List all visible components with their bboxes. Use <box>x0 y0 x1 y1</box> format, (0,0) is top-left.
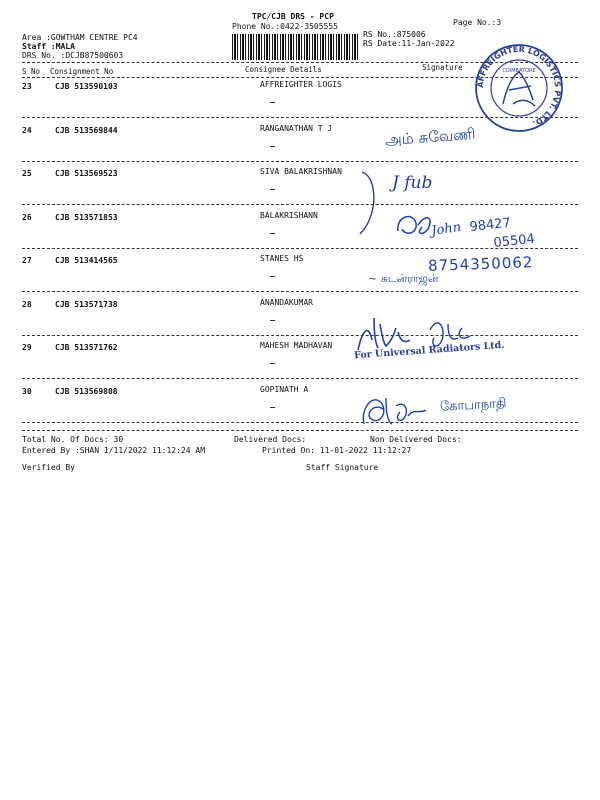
row-sno: 23 <box>22 82 32 91</box>
row-dash-mark <box>270 146 275 147</box>
row-consignment-number: CJB 513590103 <box>55 82 118 91</box>
row-divider <box>22 291 578 292</box>
verified-by: Verified By <box>22 463 75 472</box>
company-round-stamp <box>473 42 565 134</box>
row-consignee-name: AFFREIGHTER LOGIS <box>260 80 342 89</box>
drs-number: DRS No. :DCJB87500603 <box>22 51 124 60</box>
row-dash-mark <box>270 276 275 277</box>
page-number: Page No.:3 <box>453 18 502 27</box>
row-sno: 24 <box>22 125 32 135</box>
row-sno: 27 <box>22 256 32 265</box>
row-dash-mark <box>270 233 275 234</box>
area-label: Area :GOWTHAM CENTRE PC4 <box>22 33 138 42</box>
row-sno: 28 <box>22 299 32 309</box>
row-dash-mark <box>270 363 275 364</box>
column-consignment: Consignment No <box>50 67 114 76</box>
non-delivered-docs: Non Delivered Docs: <box>370 435 462 444</box>
column-signature: Signature <box>422 63 463 72</box>
entered-by: Entered By :SHAN 1/11/2022 11:12:24 AM <box>22 446 206 455</box>
row-dash-mark <box>270 407 275 408</box>
signature-row-26-name: John <box>430 219 463 239</box>
row-consignment-number: CJB 513571738 <box>55 299 118 309</box>
row-sno: 25 <box>22 169 32 178</box>
row-divider <box>22 422 578 423</box>
row-consignee-name: RANGANATHAN T J <box>260 123 333 133</box>
row-consignment-number: CJB 513569844 <box>55 125 118 135</box>
row-consignee-name: GOPINATH A <box>260 384 309 394</box>
row-sno: 29 <box>22 343 32 352</box>
stamp-city: COIMBATORE <box>502 68 536 74</box>
row-consignment-number: CJB 513569523 <box>55 169 118 178</box>
rs-number: RS No.:875006 <box>363 30 426 39</box>
signature-row-26-number-2: 05504 <box>492 231 536 251</box>
signature-row-30 <box>356 388 436 432</box>
row-consignment-number: CJB 513571762 <box>55 343 118 352</box>
row-dash-mark <box>270 320 275 321</box>
row-consignee-name: SIVA BALAKRISHNAN <box>260 167 342 176</box>
row-sno: 30 <box>22 386 32 396</box>
row-consignee-name: ANANDAKUMAR <box>260 297 313 307</box>
barcode <box>232 34 360 60</box>
row-consignment-number: CJB 513569808 <box>55 386 118 396</box>
row-sno: 26 <box>22 212 32 222</box>
staff-label: Staff :MALA <box>22 42 75 51</box>
column-sno: S No <box>22 67 41 76</box>
row-consignment-number: CJB 513414565 <box>55 256 118 265</box>
signature-row-24: அம் சுவேணி <box>384 124 477 150</box>
signature-row-27-number: 8754350062 <box>427 253 534 275</box>
delivered-docs: Delivered Docs: <box>234 435 307 444</box>
stamp-ring-text: AFFREIGHTER LOGISTICS PVT. LTD. <box>475 44 563 129</box>
company-stamp-row-29: For Universal Radiators Ltd. <box>353 339 505 362</box>
row-dash-mark <box>270 102 275 103</box>
rs-date: RS Date:11-Jan-2022 <box>363 39 455 48</box>
row-consignee-name: MAHESH MADHAVAN <box>260 341 333 350</box>
phone-number: Phone No.:0422-3505555 <box>232 22 338 31</box>
staff-signature: Staff Signature <box>306 463 379 472</box>
signature-row-27-name: ~ சுடன்ராஜன் <box>368 272 439 285</box>
row-dash-mark <box>270 189 275 190</box>
signature-row-26-number-1: 98427 <box>468 215 512 235</box>
row-divider <box>22 378 578 379</box>
column-consignee: Consignee Details <box>245 65 322 74</box>
total-docs: Total No. Of Docs: 30 <box>22 435 124 444</box>
signature-row-30-tamil: கோபாநாதி <box>439 396 507 415</box>
row-consignee-name: BALAKRISHANN <box>260 210 318 220</box>
document-title: TPC/CJB DRS - PCP <box>252 12 334 21</box>
signature-row-26 <box>392 203 562 263</box>
printed-on: Printed On: 11-01-2022 11:12:27 <box>262 446 412 455</box>
footer-divider <box>22 430 578 431</box>
row-consignment-number: CJB 513571853 <box>55 212 118 222</box>
signature-row-25-text: J fub <box>392 173 433 193</box>
row-divider <box>22 335 578 336</box>
row-divider <box>22 161 578 162</box>
row-consignee-name: STANES HS <box>260 254 304 263</box>
